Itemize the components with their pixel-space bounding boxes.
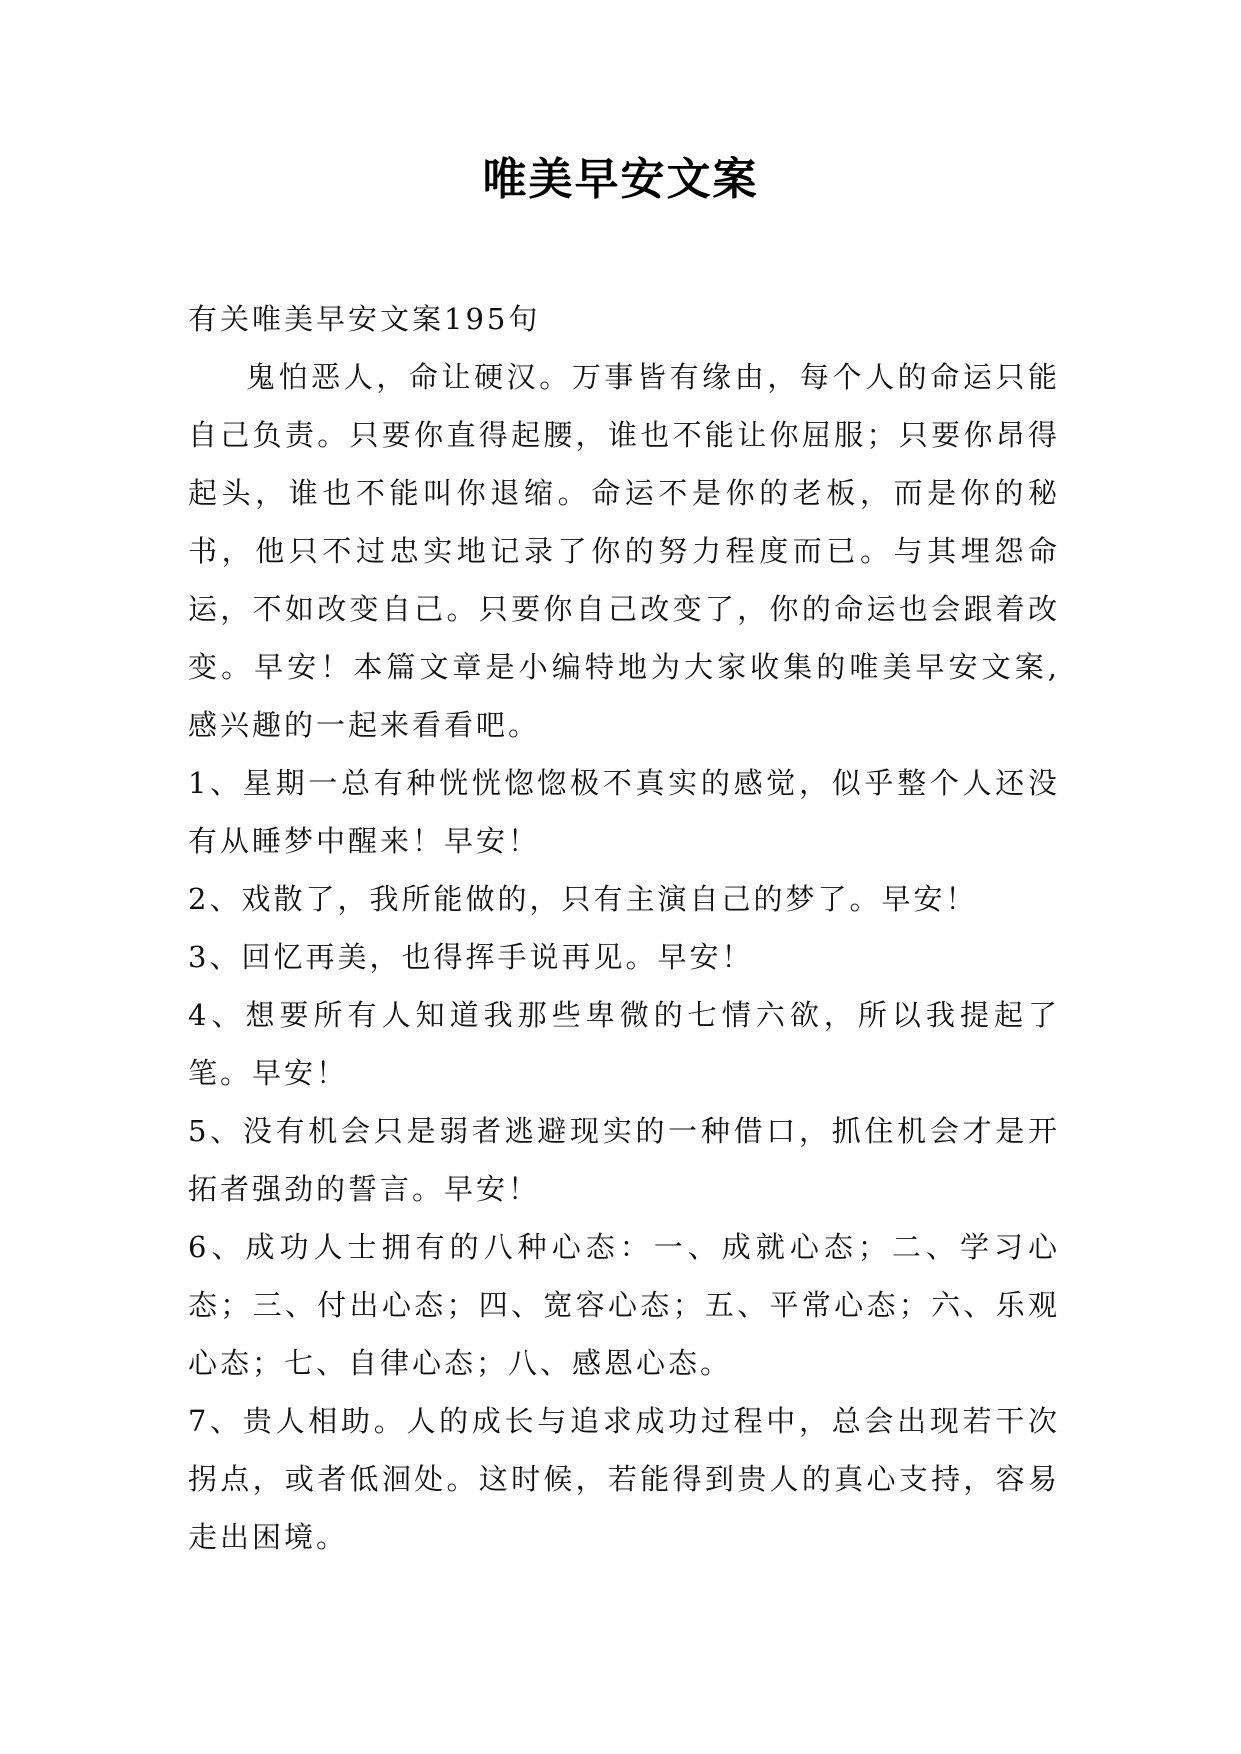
document-body — [188, 290, 1060, 1566]
list-item: 2、戏散了，我所能做的，只有主演自己的梦了。早安！ — [188, 882, 978, 916]
list-item: 3、回忆再美，也得挥手说再见。早安！ — [188, 940, 754, 974]
document-title: 唯美早安文案 — [482, 154, 759, 205]
intro-paragraph: 鬼怕恶人，命让硬汉。万事皆有缘由，每个人的命运只能自己负责。只要你直得起腰，谁也不能让你屈服；只要你昂得起头，谁也不能叫你退缩。命运不是你的老板，而是你的秘书，他只不过忠实地记录了你的努力程度而已。与其埋怨命运，不如改变自己。只要你自己改变了，你的命运也会跟着改变。早安！本篇文章是小编特地为大家收集的唯美早安文案,感兴趣的一起来看看吧。 — [188, 360, 1060, 742]
list-item: 6、成功人士拥有的八种心态：一、成就心态；二、学习心态；三、付出心态；四、宽容心态；五、平常心态；六、乐观心态；七、自律心态；八、感恩心态。 — [188, 1230, 1060, 1380]
list-item: 5、没有机会只是弱者逃避现实的一种借口，抓住机会才是开拓者强劲的誓言。早安！ — [188, 1114, 1060, 1206]
document-subtitle: 有关唯美早安文案195句 — [188, 302, 541, 336]
list-item: 1、星期一总有种恍恍惚惚极不真实的感觉，似乎整个人还没有从睡梦中醒来！早安！ — [188, 766, 1060, 858]
list-item: 4、想要所有人知道我那些卑微的七情六欲，所以我提起了笔。早安！ — [188, 998, 1060, 1090]
list-item: 7、贵人相助。人的成长与追求成功过程中，总会出现若干次拐点，或者低洄处。这时候，若能得到贵人的真心支持，容易走出困境。 — [188, 1404, 1060, 1554]
